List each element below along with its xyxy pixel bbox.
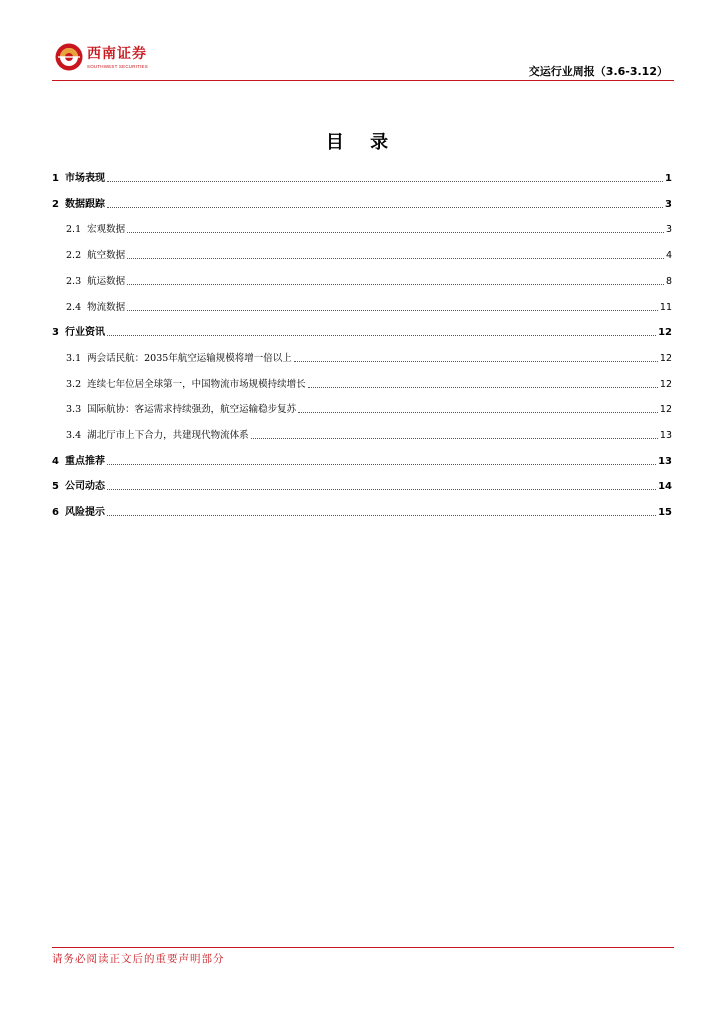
toc-entry[interactable] <box>52 325 672 339</box>
toc-entry-label: 物流数据 <box>87 301 126 313</box>
toc-leader-dots <box>107 464 656 465</box>
toc-entry-number: 3.4 <box>66 430 82 441</box>
toc-entry[interactable] <box>66 300 672 314</box>
toc-entry[interactable] <box>52 505 672 519</box>
toc-entry-page: 8 <box>665 275 672 287</box>
logo-chinese-name: 西南证券 <box>87 46 147 62</box>
toc-leader-dots <box>107 515 656 516</box>
toc-entry-label: 连续七年位居全球第一，中国物流市场规模持续增长 <box>87 378 306 390</box>
toc-leader-dots <box>127 232 664 233</box>
toc-entry-label: 湖北厅市上下合力，共建现代物流体系 <box>87 430 249 441</box>
toc-entry-number: 4 <box>52 455 59 467</box>
toc-entry-page: 12 <box>659 378 672 390</box>
toc-entry-label: 市场表现 <box>64 173 105 184</box>
toc-leader-dots <box>308 387 658 388</box>
toc-entry-page: 14 <box>658 481 672 493</box>
report-title: 交运行业周报（3.6-3.12） <box>528 65 668 78</box>
toc-entry-label: 宏观数据 <box>87 224 126 236</box>
toc-entry-label: 两会话民航：2035年航空运输规模将增一倍以上 <box>87 352 292 364</box>
header-divider <box>52 80 674 81</box>
toc-entry[interactable] <box>66 428 672 442</box>
toc-entry-number: 3.3 <box>66 404 82 416</box>
toc-entry[interactable] <box>66 274 672 288</box>
toc-entry-page: 13 <box>659 430 672 441</box>
toc-entry-label: 行业资讯 <box>64 327 105 339</box>
toc-entry-label: 国际航协：客运需求持续强劲，航空运输稳步复苏 <box>87 404 297 416</box>
footer-disclaimer: 请务必阅读正文后的重要声明部分 <box>52 953 225 965</box>
page-header <box>0 0 724 82</box>
toc-entry-page: 12 <box>659 404 672 416</box>
toc-entry[interactable] <box>52 171 672 185</box>
toc-entry-page: 12 <box>659 352 672 364</box>
toc-entry-label: 数据跟踪 <box>64 198 105 210</box>
toc-leader-dots <box>107 207 663 208</box>
toc-entry-number: 2.3 <box>66 275 82 287</box>
toc-leader-dots <box>127 310 658 311</box>
toc-entry[interactable] <box>66 402 672 416</box>
toc-entry-page: 13 <box>658 455 672 467</box>
toc-entry-number: 2.1 <box>66 224 82 236</box>
footer-divider <box>52 947 674 948</box>
toc-entry[interactable] <box>66 248 672 262</box>
toc-entry[interactable] <box>52 479 672 493</box>
toc-entry-label: 航空数据 <box>87 250 126 262</box>
toc-entry-label: 风险提示 <box>64 507 105 519</box>
toc-entry-label: 重点推荐 <box>64 455 105 467</box>
toc-entry-number: 2.2 <box>66 250 82 262</box>
toc-entry[interactable] <box>66 377 672 391</box>
toc-entry-number: 2.4 <box>66 301 82 313</box>
toc-leader-dots <box>294 361 658 362</box>
toc-entry-page: 15 <box>658 507 672 519</box>
toc-entry[interactable] <box>52 197 672 211</box>
toc-leader-dots <box>107 335 656 336</box>
toc-leader-dots <box>107 181 663 182</box>
toc-entry[interactable] <box>66 351 672 365</box>
toc-entry-page: 3 <box>665 224 672 236</box>
toc-heading: 目 录 <box>325 132 399 153</box>
toc-entry-label: 航运数据 <box>87 275 126 287</box>
toc-entry-page: 11 <box>659 301 672 313</box>
toc-entry-page: 12 <box>658 327 672 339</box>
toc-entry-number: 6 <box>52 507 59 519</box>
toc-entry-page: 1 <box>665 173 672 184</box>
logo-english-name: SOUTHWEST SECURITIES <box>87 64 148 69</box>
toc-leader-dots <box>127 258 664 259</box>
toc-entry-page: 3 <box>665 198 672 210</box>
toc-leader-dots <box>127 284 664 285</box>
toc-entry[interactable] <box>66 222 672 236</box>
toc-leader-dots <box>298 412 658 413</box>
toc-entry-number: 3.2 <box>66 378 82 390</box>
toc-entry-number: 2 <box>52 198 59 210</box>
logo-emblem-icon <box>54 42 84 72</box>
toc-entry-number: 3.1 <box>66 352 82 364</box>
toc-entry[interactable] <box>52 454 672 468</box>
toc-entry-number: 3 <box>52 327 59 339</box>
toc-entry-page: 4 <box>665 250 672 262</box>
toc-entry-label: 公司动态 <box>64 481 105 493</box>
toc-leader-dots <box>107 489 656 490</box>
toc-entry-number: 5 <box>52 481 59 493</box>
company-logo <box>54 42 174 76</box>
toc-entry-number: 1 <box>52 173 59 184</box>
toc-leader-dots <box>251 438 658 439</box>
